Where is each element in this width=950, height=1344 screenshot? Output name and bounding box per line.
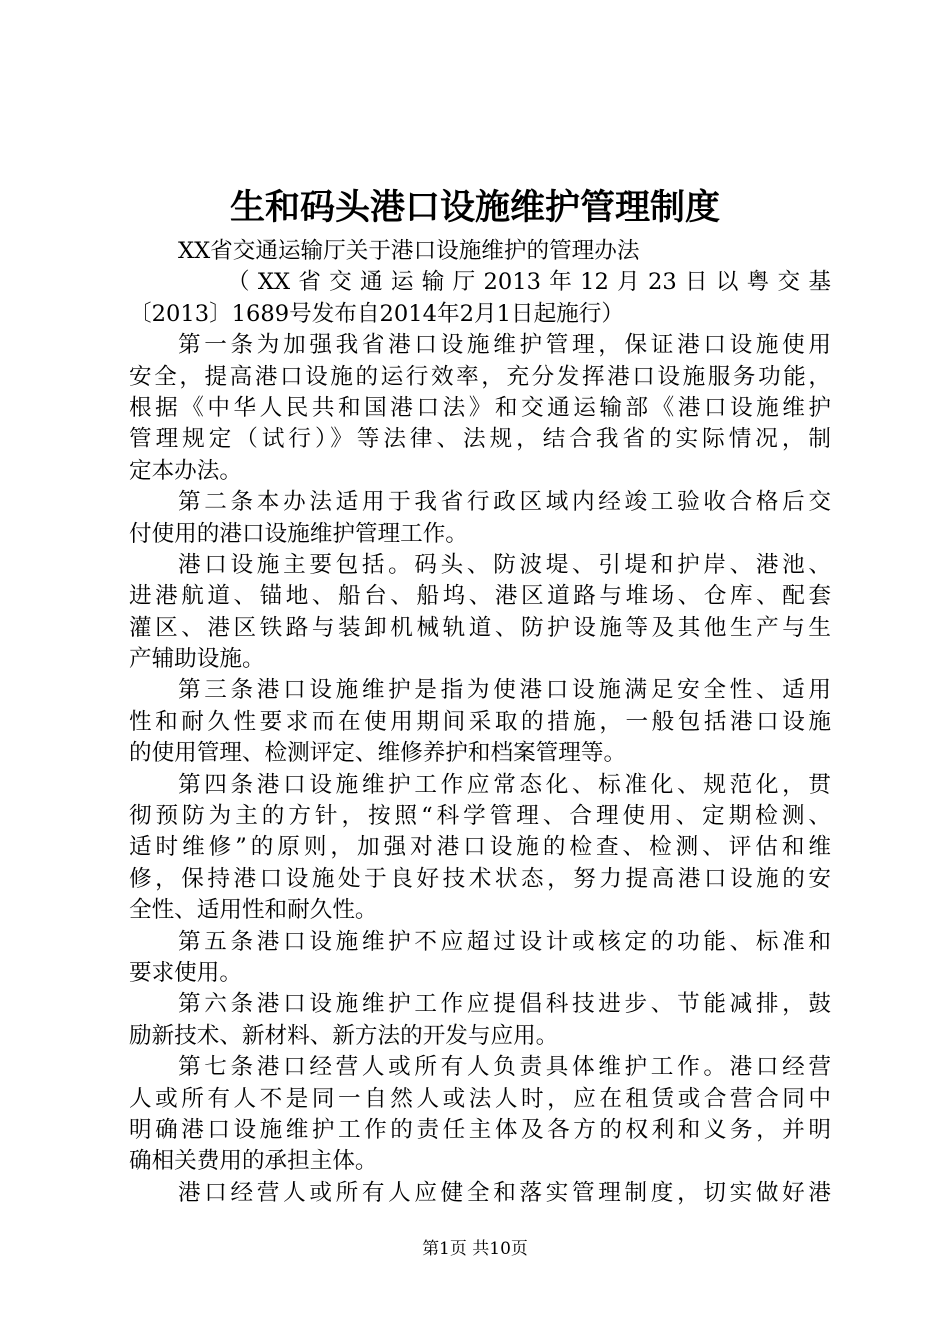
text-line: 要求使用。 xyxy=(129,959,242,986)
text-line: 管理规定（试行）》等法律、法规，结合我省的实际情况，制 xyxy=(129,426,831,453)
text-line: 励新技术、新材料、新方法的开发与应用。 xyxy=(129,1022,559,1049)
text-line: 港口设施主要包括。码头、防波堤、引堤和护岸、港池、 xyxy=(178,551,831,578)
text-line: 的使用管理、检测评定、维修养护和档案管理等。 xyxy=(129,740,627,767)
text-line: 进港航道、锚地、船台、船坞、港区道路与堆场、仓库、配套 xyxy=(129,583,831,610)
text-line: 安全，提高港口设施的运行效率，充分发挥港口设施服务功能， xyxy=(129,363,831,390)
text-line: 付使用的港口设施维护管理工作。 xyxy=(129,520,468,547)
issue-note-line: （XX省交通运输厅2013年12月23日以粤交基 xyxy=(227,269,831,296)
text-line: 确相关费用的承担主体。 xyxy=(129,1148,378,1175)
text-line: 第七条港口经营人或所有人负责具体维护工作。港口经营 xyxy=(178,1054,831,1081)
text-line: 性和耐久性要求而在使用期间采取的措施，一般包括港口设施 xyxy=(129,708,831,735)
text-line: 适时维修”的原则，加强对港口设施的检查、检测、评估和维 xyxy=(129,834,831,861)
text-line: 全性、适用性和耐久性。 xyxy=(129,897,378,924)
text-line: 第二条本办法适用于我省行政区域内经竣工验收合格后交 xyxy=(178,489,831,516)
document-body xyxy=(129,236,831,1209)
page-number: 第1页 共10页 xyxy=(422,1239,528,1259)
text-line: 彻预防为主的方针，按照“科学管理、合理使用、定期检测、 xyxy=(129,803,831,830)
text-line: 定本办法。 xyxy=(129,457,242,484)
text-line: 港口经营人或所有人应健全和落实管理制度，切实做好港 xyxy=(178,1179,831,1206)
text-line: 第五条港口设施维护不应超过设计或核定的功能、标准和 xyxy=(178,928,831,955)
text-line: 第四条港口设施维护工作应常态化、标准化、规范化，贯 xyxy=(178,771,831,798)
text-line: 根据《中华人民共和国港口法》和交通运输部《港口设施维护 xyxy=(129,394,831,421)
text-line: 灌区、港区铁路与装卸机械轨道、防护设施等及其他生产与生 xyxy=(129,614,831,641)
text-line: 明确港口设施维护工作的责任主体及各方的权利和义务，并明 xyxy=(129,1116,831,1143)
text-line: 修，保持港口设施处于良好技术状态，努力提高港口设施的安 xyxy=(129,865,831,892)
text-line: 产辅助设施。 xyxy=(129,646,265,673)
text-line: 第三条港口设施维护是指为使港口设施满足安全性、适用 xyxy=(178,677,831,704)
document-title: 生和码头港口设施维护管理制度 xyxy=(229,187,720,228)
text-line: 第六条港口设施维护工作应提倡科技进步、节能减排，鼓 xyxy=(178,991,831,1018)
subtitle-line: XX省交通运输厅关于港口设施维护的管理办法 xyxy=(178,238,640,264)
issue-note-line: 〔2013〕1689号发布自2014年2月1日起施行） xyxy=(129,300,624,327)
text-line: 第一条为加强我省港口设施维护管理，保证港口设施使用 xyxy=(178,332,831,359)
text-line: 人或所有人不是同一自然人或法人时，应在租赁或合营合同中 xyxy=(129,1085,831,1112)
